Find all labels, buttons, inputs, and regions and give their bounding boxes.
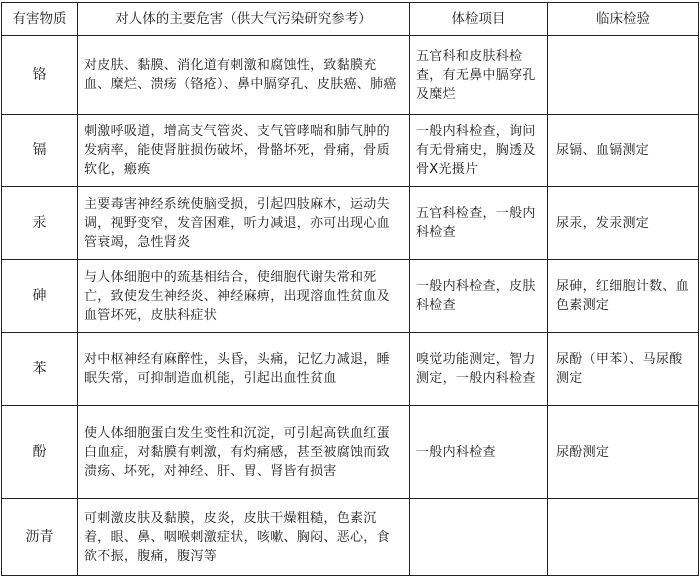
substance-cell: 镉 (2, 115, 78, 187)
harm-cell: 对皮肤、黏膜、消化道有刺激和腐蚀性，致黏膜充血、糜烂、溃疡（铬疮）、鼻中膈穿孔、皮肤癌、肺癌 (78, 36, 410, 115)
exam-cell: 一般内科检查，询问有无骨痛史，胸透及骨X光摄片 (410, 115, 548, 187)
hazard-table-container (1, 2, 698, 574)
harm-cell: 与人体细胞中的巯基相结合，使细胞代谢失常和死亡，致使发生神经炎、神经麻痹，出现溶血性贫血及血管坏死，皮肤科症状 (78, 260, 410, 333)
test-cell: 尿酚测定 (548, 406, 699, 499)
table-row (2, 36, 699, 115)
table-row (2, 187, 699, 260)
header-test: 临床检验 (548, 3, 699, 36)
exam-cell: 一般内科检查，皮肤科检查 (410, 260, 548, 333)
exam-cell: 五官科和皮肤科检查，有无鼻中膈穿孔及糜烂 (410, 36, 548, 115)
header-row (2, 3, 699, 36)
test-cell (548, 36, 699, 115)
harm-cell: 主要毒害神经系统使脑受损，引起四肢麻木，运动失调，视野变窄，发音困难，听力减退，亦可出现心血管衰竭，急性肾炎 (78, 187, 410, 260)
substance-cell: 汞 (2, 187, 78, 260)
hazard-table (1, 2, 699, 576)
exam-cell (410, 499, 548, 576)
substance-cell: 酚 (2, 406, 78, 499)
harm-cell: 对中枢神经有麻醉性，头昏，头痛，记忆力减退，睡眠失常，可抑制造血机能，引起出血性贫血 (78, 333, 410, 406)
header-substance: 有害物质 (2, 3, 78, 36)
exam-cell: 一般内科检查 (410, 406, 548, 499)
table-row (2, 115, 699, 187)
test-cell: 尿汞，发汞测定 (548, 187, 699, 260)
test-cell (548, 499, 699, 576)
header-exam: 体检项目 (410, 3, 548, 36)
harm-cell: 使人体细胞蛋白发生变性和沉淀，可引起高铁血红蛋白血症，对黏膜有刺激，有灼痛感，甚至被腐蚀而致溃疡、坏死，对神经、肝、胃、肾皆有损害 (78, 406, 410, 499)
exam-cell: 嗅觉功能测定，智力测定，一般内科检查 (410, 333, 548, 406)
substance-cell: 砷 (2, 260, 78, 333)
table-row (2, 406, 699, 499)
header-harm: 对人体的主要危害（供大气污染研究参考） (78, 3, 410, 36)
exam-cell: 五官科检查，一般内科检查 (410, 187, 548, 260)
substance-cell: 铬 (2, 36, 78, 115)
substance-cell: 沥青 (2, 499, 78, 576)
table-row (2, 499, 699, 576)
table-row (2, 260, 699, 333)
test-cell: 尿砷，红细胞计数、血色素测定 (548, 260, 699, 333)
test-cell: 尿酚（甲苯）、马尿酸测定 (548, 333, 699, 406)
test-cell: 尿镉、血镉测定 (548, 115, 699, 187)
substance-cell: 苯 (2, 333, 78, 406)
table-row (2, 333, 699, 406)
harm-cell: 刺激呼吸道，增高支气管炎、支气管哮喘和肺气肿的发病率，能使肾脏损伤破坏，骨骼坏死，骨痛，骨质软化，瘢痪 (78, 115, 410, 187)
harm-cell: 可刺激皮肤及黏膜，皮炎，皮肤干燥粗糙，色素沉着，眼、鼻、咽喉刺激症状，咳嗽、胸闷、恶心，食欲不振，腹痛，腹泻等 (78, 499, 410, 576)
